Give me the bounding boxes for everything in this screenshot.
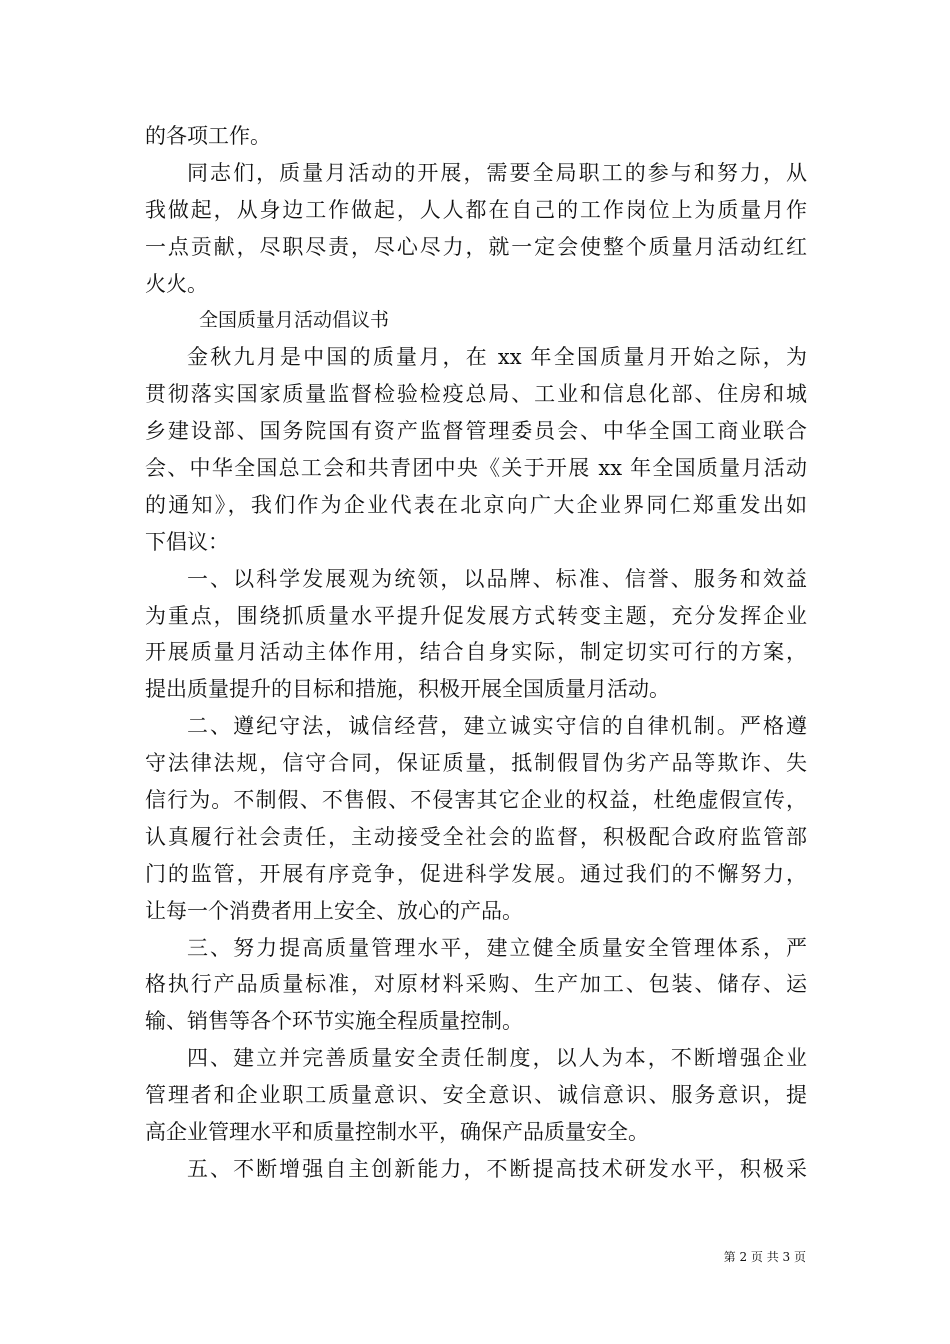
text-line: 贯彻落实国家质量监督检验检疫总局、工业和信息化部、住房和城	[145, 382, 807, 407]
section-title: 全国质量月活动倡议书	[199, 309, 390, 332]
text-line: 管理者和企业职工质量意识、安全意识、诚信意识、服务意识，提	[145, 1083, 807, 1108]
text-line: 下倡议：	[145, 529, 229, 554]
text-line: 信行为。不制假、不售假、不侵害其它企业的权益，杜绝虚假宣传，	[145, 788, 807, 813]
text-line: 的通知》，我们作为企业代表在北京向广大企业界同仁郑重发出如	[145, 492, 807, 517]
text-line: 会、中华全国总工会和共青团中央《关于开展 xx 年全国质量月活动	[145, 456, 807, 481]
text-line: 一、以科学发展观为统领，以品牌、标准、信誉、服务和效益	[187, 566, 807, 591]
text-line: 二、遵纪守法，诚信经营，建立诚实守信的自律机制。严格遵	[187, 714, 807, 739]
text-line: 认真履行社会责任，主动接受全社会的监督，积极配合政府监管部	[145, 824, 807, 849]
text-line: 为重点，围绕抓质量水平提升促发展方式转变主题，充分发挥企业	[145, 603, 807, 628]
text-line: 火火。	[145, 271, 208, 296]
text-line: 开展质量月活动主体作用，结合自身实际，制定切实可行的方案，	[145, 640, 807, 665]
text-line: 乡建设部、国务院国有资产监督管理委员会、中华全国工商业联合	[145, 419, 807, 444]
text-line: 的各项工作。	[145, 124, 271, 148]
document-body	[145, 118, 807, 1188]
text-line: 四、建立并完善质量安全责任制度，以人为本，不断增强企业	[187, 1046, 807, 1071]
text-line: 同志们，质量月活动的开展，需要全局职工的参与和努力，从	[187, 160, 807, 185]
text-line: 守法律法规，信守合同，保证质量，抵制假冒伪劣产品等欺诈、失	[145, 751, 807, 776]
text-line: 三、努力提高质量管理水平，建立健全质量安全管理体系，严	[187, 935, 807, 960]
page-number-footer: 第 2 页 共 3 页	[723, 1250, 806, 1264]
text-line: 让每一个消费者用上安全、放心的产品。	[145, 898, 523, 923]
text-line: 我做起，从身边工作做起，人人都在自己的工作岗位上为质量月作	[145, 197, 807, 222]
text-line: 一点贡献，尽职尽责，尽心尽力，就一定会使整个质量月活动红红	[145, 234, 807, 259]
text-line: 门的监管，开展有序竞争，促进科学发展。通过我们的不懈努力，	[145, 861, 807, 886]
text-line: 金秋九月是中国的质量月，在 xx 年全国质量月开始之际，为	[187, 345, 807, 370]
text-line: 五、不断增强自主创新能力，不断提高技术研发水平，积极采	[187, 1156, 807, 1181]
text-line: 输、销售等各个环节实施全程质量控制。	[145, 1009, 523, 1034]
text-line: 高企业管理水平和质量控制水平，确保产品质量安全。	[145, 1120, 649, 1145]
text-line: 提出质量提升的目标和措施，积极开展全国质量月活动。	[145, 677, 670, 702]
text-line: 格执行产品质量标准，对原材料采购、生产加工、包装、储存、运	[145, 972, 807, 997]
